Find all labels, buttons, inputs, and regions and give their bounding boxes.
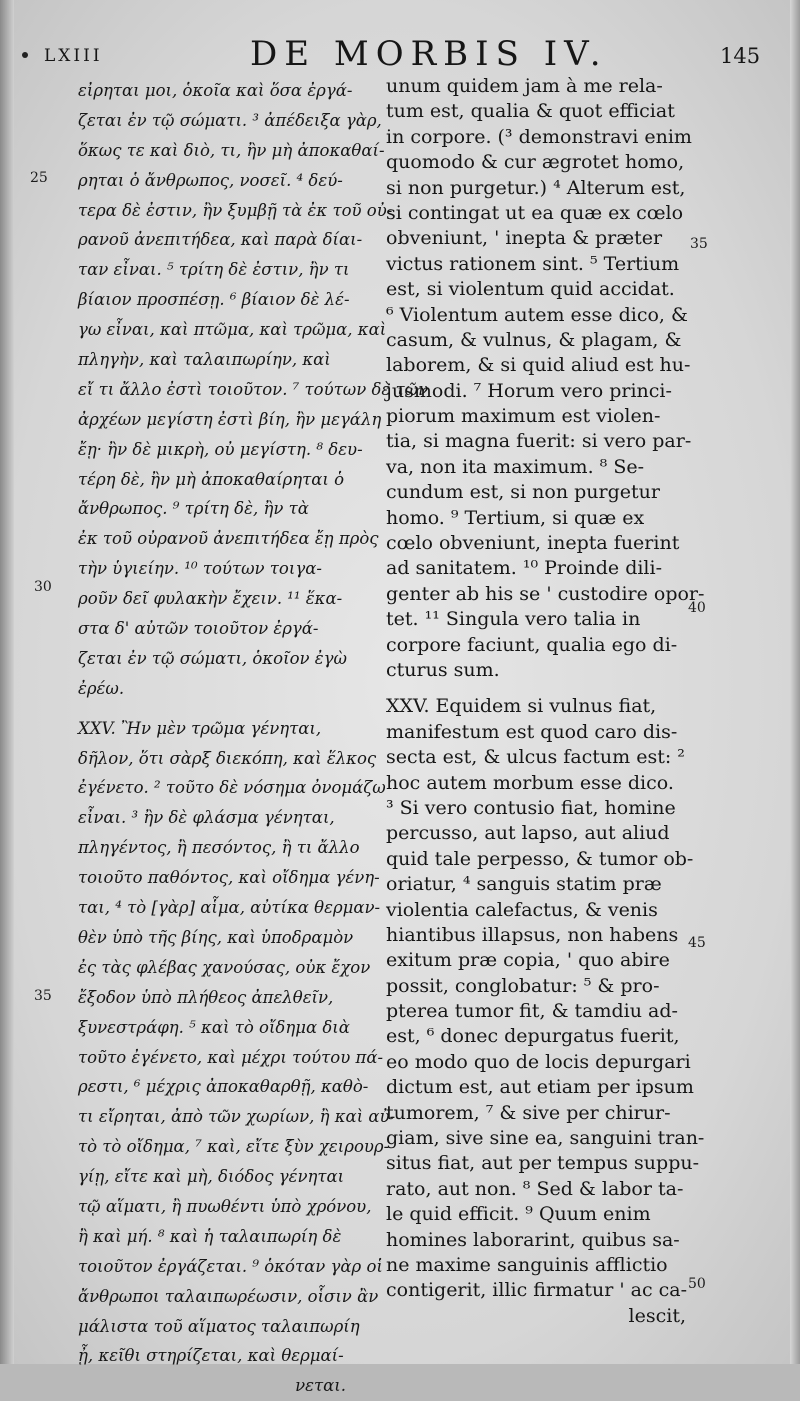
text-line: si non purgetur.) ⁴ Alterum est, [386,176,686,199]
text-line: secta est, & ulcus factum est: ² [386,746,685,769]
text-line: εἴ τι ἄλλο ἐστὶ τοιοῦτον. ⁷ τούτων δὲ τῶν [78,379,429,399]
text-line: τερα δὲ ἐστιν, ἢν ξυμβῇ τὰ ἐκ τοῦ οὐ- [78,200,393,220]
text-line: γίῃ, εἴτε καὶ μὴ, διόδος γένηται [78,1167,345,1187]
text-line: manifestum est quod caro dis- [386,720,678,743]
text-line: ad sanitatem. ¹⁰ Proinde dili- [386,557,663,580]
text-line: ροῦν δεῖ φυλακὴν ἔχειν. ¹¹ ἕκα- [78,589,343,609]
line-number-latin-45: 45 [688,935,706,951]
text-line: ρεστι, ⁶ μέχρις ἀποκαθαρθῇ, καθὸ- [78,1077,369,1097]
text-line: πληγὴν, καὶ ταλαιπωρίην, καὶ [78,350,331,370]
text-line: βίαιον προσπέσῃ. ⁶ βίαιον δὲ λέ- [78,290,350,310]
line-number-latin-35: 35 [690,236,708,252]
text-line: γω εἶναι, καὶ πτῶμα, καὶ τρῶμα, καὶ [78,320,387,340]
text-line: ἔῃ· ἢν δὲ μικρὴ, οὐ μεγίστη. ⁸ δευ- [78,439,363,459]
text-line: est, ⁶ donec depurgatus fuerit, [386,1025,680,1048]
text-line: τοιοῦτον ἐργάζεται. ⁹ ὁκόταν γὰρ οἱ [78,1256,383,1276]
text-line: homines laborarint, quibus sa- [386,1228,680,1251]
line-number-greek-35: 35 [34,988,52,1004]
running-head-title: DE MORBIS IV. [250,34,608,74]
text-line: XXV. Equidem si vulnus fiat, [386,695,657,718]
text-line: tet. ¹¹ Singula vero talia in [386,608,641,631]
text-line: in corpore. (³ demonstravi enim [386,125,692,148]
line-number-latin-50: 50 [688,1276,706,1292]
page-gutter-shadow [0,0,14,1364]
text-line: ἐκ τοῦ οὐρανοῦ ἀνεπιτήδεα ἔῃ πρὸς [78,529,379,549]
text-line: ἐς τὰς φλέβας χανούσας, οὐκ ἔχον [78,957,371,977]
text-line: va, non ita maximum. ⁸ Se- [386,455,644,478]
page-number: 145 [720,44,761,68]
text-line: θὲν ὑπὸ τῆς βίης, καὶ ὑποδραμὸν [78,927,354,947]
text-line: giam, sive sine ea, sanguini tran- [386,1127,705,1150]
line-number-greek-25: 25 [30,170,48,186]
text-line: obveniunt, ' inepta & præter [386,227,663,250]
text-line: violentia calefactus, & venis [386,898,658,921]
greek-text-column [78,76,429,1401]
text-line: ³ Si vero contusio fiat, homine [386,796,676,819]
text-line: oriatur, ⁴ sanguis statim præ [386,873,662,896]
text-line: πληγέντος, ἢ πεσόντος, ἢ τι ἄλλο [78,838,360,858]
text-line: pterea tumor fit, & tamdiu ad- [386,1000,678,1023]
text-line: εἶναι. ³ ἢν δὲ φλάσμα γένηται, [78,808,335,828]
text-line: situs fiat, aut per tempus suppu- [386,1152,700,1175]
text-line: δῆλον, ὅτι σὰρξ διεκόπη, καὶ ἕλκος [78,748,377,768]
text-line: ἔξοδον ὑπὸ πλήθεος ἀπελθεῖν, [78,987,334,1007]
text-line: τῷ αἵματι, ἢ πυωθέντι ὑπὸ χρόνου, [78,1196,372,1216]
text-line: quomodo & cur ægrotet homo, [386,151,685,174]
text-line: ἐγένετο. ² τοῦτο δὲ νόσημα ὀνομάζω [78,778,386,798]
text-line: ζεται ἐν τῷ σώματι. ³ ἀπέδειξα γὰρ, [78,110,382,130]
text-line: ᾖ, κεῖθι στηρίζεται, καὶ θερμαί- [78,1346,344,1366]
text-line: laborem, & si quid aliud est hu- [386,354,691,377]
text-line: ne maxime sanguinis afflictio [386,1253,668,1276]
text-line: XXV. Ἢν μὲν τρῶμα γένηται, [78,718,322,738]
text-line: cundum est, si non purgetur [386,481,660,504]
bullet-mark-icon [22,52,28,58]
text-line: eo modo quo de locis depurgari [386,1050,691,1073]
text-line: ξυνεστράφη. ⁵ καὶ τὸ οἴδημα διὰ [78,1017,350,1037]
text-line: corpore faciunt, qualia ego di- [386,633,678,656]
text-line: lescit, [628,1304,686,1327]
text-line: hoc autem morbum esse dico. [386,771,674,794]
text-line: τοῦτο ἐγένετο, καὶ μέχρι τούτου πά- [78,1047,384,1067]
text-line: victus rationem sint. ⁵ Tertium [386,252,680,275]
text-line: στα δ' αὐτῶν τοιοῦτον ἐργά- [78,619,319,639]
text-line: ἀρχέων μεγίστη ἐστὶ βίη, ἢν μεγάλη [78,409,382,429]
text-line: τὴν ὑγιείην. ¹⁰ τούτων τοιγα- [78,559,322,579]
text-line: quid tale perpesso, & tumor ob- [386,847,694,870]
section-gap [78,704,346,714]
text-line: ται, ⁴ τὸ [γὰρ] αἷμα, αὐτίκα θερμαν- [78,898,381,918]
text-line: ἢ καὶ μή. ⁸ καὶ ἡ ταλαιπωρίη δὲ [78,1226,342,1246]
text-line: le quid efficit. ⁹ Quum enim [386,1203,651,1226]
text-line: ἐρέω. [78,678,125,698]
text-line: homo. ⁹ Tertium, si quæ ex [386,506,645,529]
section-gap [386,683,686,694]
text-line: tia, si magna fuerit: si vero par- [386,430,692,453]
text-line: hiantibus illapsus, non habens [386,923,679,946]
text-line: exitum præ copia, ' quo abire [386,949,670,972]
text-line: rato, aut non. ⁸ Sed & labor ta- [386,1177,684,1200]
line-number-greek-30: 30 [34,579,52,595]
text-line: possit, conglobatur: ⁵ & pro- [386,974,660,997]
text-line: νεται. [295,1376,346,1396]
text-line: ⁶ Violentum autem esse dico, & [386,303,688,326]
text-line: contigerit, illic firmatur ' ac ca- [386,1279,688,1302]
text-line: ὅκως τε καὶ διὸ, τι, ἢν μὴ ἀποκαθαί- [78,140,385,160]
text-line: ρηται ὁ ἄνθρωπος, νοσεῖ. ⁴ δεύ- [78,170,343,190]
text-line: ἄνθρωπος. ⁹ τρίτη δὲ, ἢν τὰ [78,499,309,519]
text-line: τοιοῦτο παθόντος, καὶ οἴδημα γένη- [78,868,380,888]
text-line: unum quidem jam à me rela- [386,75,663,97]
text-line: μάλιστα τοῦ αἵματος ταλαιπωρίη [78,1316,360,1336]
running-head-chapter: LXIII [44,46,103,66]
page-edge-shadow [790,0,800,1364]
text-line: casum, & vulnus, & plagam, & [386,328,682,351]
text-line: percusso, aut lapso, aut aliud [386,822,670,845]
text-line: τὸ τὸ οἴδημα, ⁷ καὶ, εἴτε ξὺν χειρουρ- [78,1137,390,1157]
text-line: piorum maximum est violen- [386,405,661,428]
text-line: εἰρηται μοι, ὁκοῖα καὶ ὅσα ἐργά- [78,81,353,100]
text-line: si contingat ut ea quæ ex cœlo [386,201,684,224]
running-head [30,28,790,74]
text-line: cturus sum. [386,658,500,681]
text-line: tumorem, ⁷ & sive per chirur- [386,1101,671,1124]
text-line: tum est, qualia & quot efficiat [386,100,675,123]
text-line: ζεται ἐν τῷ σώματι, ὁκοῖον ἐγὼ [78,648,347,668]
line-number-latin-40: 40 [688,600,706,616]
text-line: dictum est, aut etiam per ipsum [386,1076,694,1099]
text-line: τι εἴρηται, ἀπὸ τῶν χωρίων, ἢ καὶ αὐ- [78,1107,396,1127]
text-line: ἄνθρωποι ταλαιπωρέωσιν, οἷσιν ἂν [78,1286,379,1306]
text-line: cœlo obveniunt, inepta fuerint [386,532,680,555]
text-line: est, si violentum quid accidat. [386,278,675,301]
text-line: ταν εἶναι. ⁵ τρίτη δὲ ἐστιν, ἢν τι [78,260,350,280]
text-line: ρανοῦ ἀνεπιτήδεα, καὶ παρὰ δίαι- [78,230,363,250]
text-line: τέρη δὲ, ἢν μὴ ἀποκαθαίρηται ὁ [78,469,345,489]
text-line: jusmodi. ⁷ Horum vero princi- [386,379,672,402]
text-line: genter ab his se ' custodire opor- [386,582,705,605]
